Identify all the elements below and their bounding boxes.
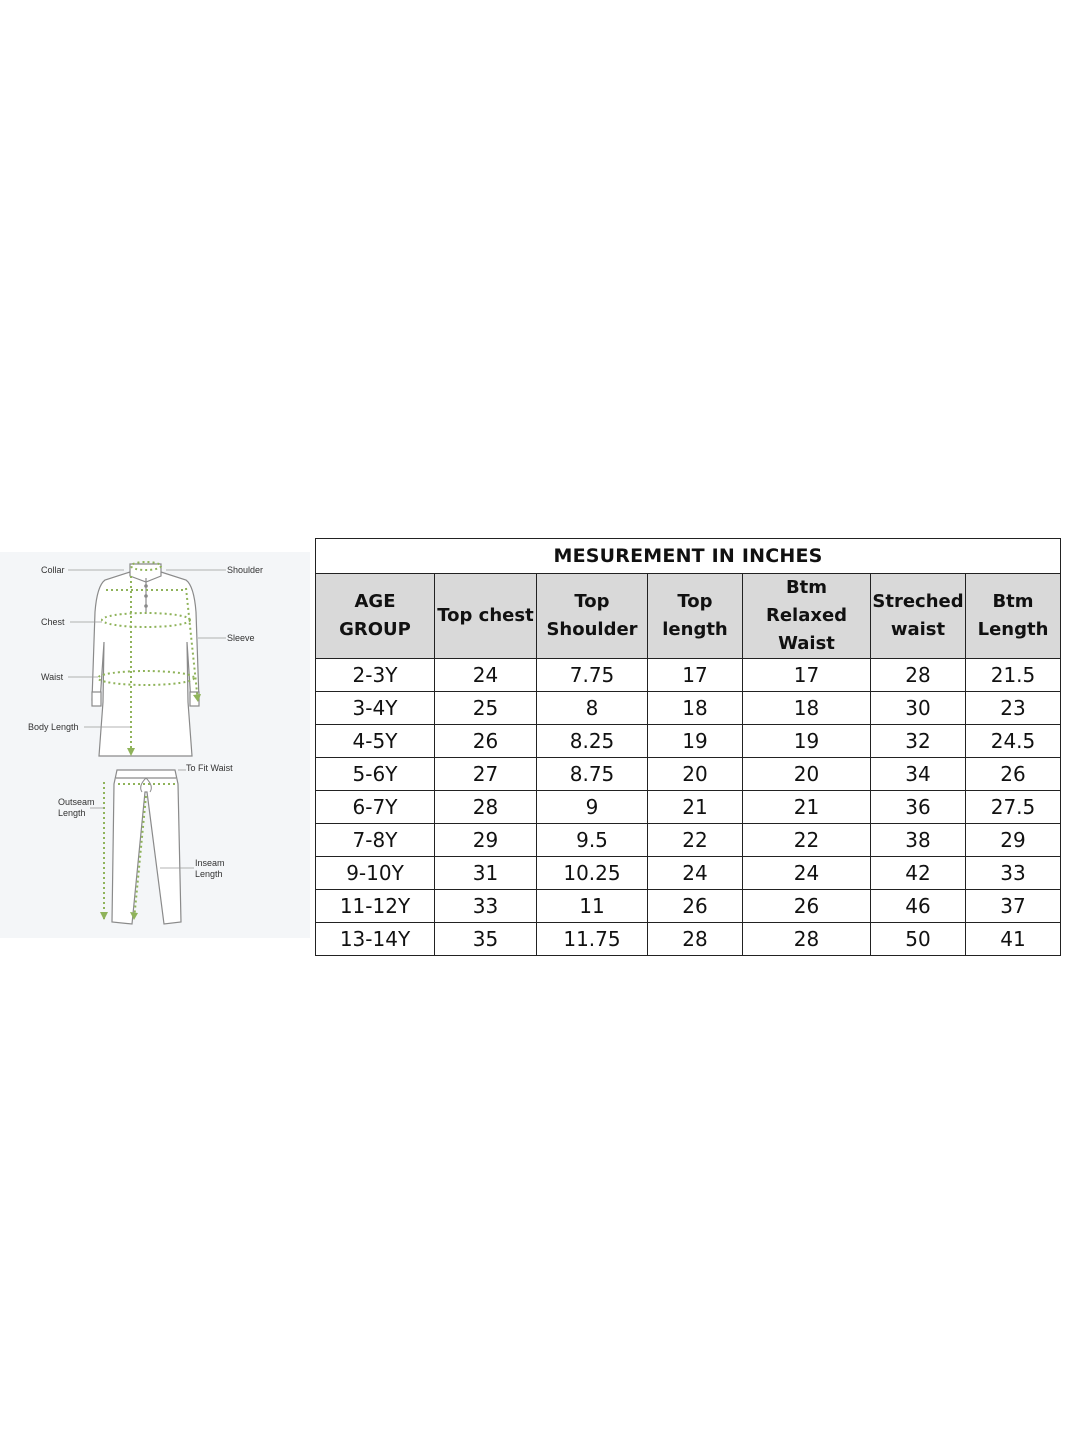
measurement-cell: 24 — [743, 857, 871, 890]
measurement-cell: 27 — [435, 758, 537, 791]
column-header-text: Top chest — [437, 605, 534, 626]
column-header-text: Streched — [872, 591, 964, 612]
age-group-cell: 11-12Y — [316, 890, 435, 923]
column-header — [435, 574, 537, 659]
measurement-cell: 37 — [966, 890, 1061, 923]
table-row — [316, 824, 1061, 857]
measurement-cell: 31 — [435, 857, 537, 890]
measurement-cell: 29 — [966, 824, 1061, 857]
measurement-cell: 27.5 — [966, 791, 1061, 824]
inseam-length-label — [195, 858, 225, 880]
measurement-cell: 34 — [871, 758, 966, 791]
measurement-cell: 32 — [871, 725, 966, 758]
column-header-text: waist — [890, 619, 946, 640]
measurement-cell: 20 — [743, 758, 871, 791]
measurement-cell: 41 — [966, 923, 1061, 956]
column-header — [316, 574, 435, 659]
size-chart-table — [315, 538, 1061, 956]
measurement-cell: 17 — [648, 659, 743, 692]
measurement-cell: 8.25 — [537, 725, 648, 758]
age-group-cell: 2-3Y — [316, 659, 435, 692]
measurement-cell: 33 — [966, 857, 1061, 890]
measurement-cell: 26 — [648, 890, 743, 923]
measurement-cell: 28 — [648, 923, 743, 956]
measurement-cell: 38 — [871, 824, 966, 857]
measurement-cell: 21 — [743, 791, 871, 824]
age-group-cell: 4-5Y — [316, 725, 435, 758]
column-header — [871, 574, 966, 659]
measurement-cell: 9 — [537, 791, 648, 824]
measurement-cell: 28 — [743, 923, 871, 956]
sleeve-label: Sleeve — [227, 633, 255, 643]
measurement-cell: 26 — [435, 725, 537, 758]
measurement-cell: 8.75 — [537, 758, 648, 791]
table-row — [316, 923, 1061, 956]
measurement-cell: 21.5 — [966, 659, 1061, 692]
measurement-cell: 21 — [648, 791, 743, 824]
measurement-cell: 26 — [743, 890, 871, 923]
column-header-text: Btm — [992, 591, 1034, 612]
age-group-cell: 7-8Y — [316, 824, 435, 857]
table-row — [316, 791, 1061, 824]
table-row — [316, 692, 1061, 725]
measurement-cell: 11.75 — [537, 923, 648, 956]
outseam-label-line2: Length — [58, 808, 86, 818]
table-row — [316, 659, 1061, 692]
measurement-cell: 42 — [871, 857, 966, 890]
measurement-cell: 23 — [966, 692, 1061, 725]
column-header-text: Btm Relaxed — [765, 577, 848, 626]
kurta-pyjama-illustration — [0, 552, 310, 938]
chest-label: Chest — [41, 617, 65, 627]
outseam-length-label — [58, 797, 95, 819]
measurement-cell: 11 — [537, 890, 648, 923]
shoulder-label: Shoulder — [227, 565, 264, 575]
column-header-text: AGE GROUP — [339, 591, 411, 640]
measurement-cell: 20 — [648, 758, 743, 791]
measurement-cell: 29 — [435, 824, 537, 857]
column-header-text: Top — [677, 591, 713, 612]
column-header-text: length — [662, 619, 728, 640]
measurement-cell: 28 — [435, 791, 537, 824]
column-header-text: Top — [574, 591, 610, 612]
measurement-cell: 22 — [648, 824, 743, 857]
measurement-cell: 24 — [648, 857, 743, 890]
age-group-cell: 9-10Y — [316, 857, 435, 890]
measurement-cell: 33 — [435, 890, 537, 923]
outseam-label-line1: Outseam — [58, 797, 95, 807]
column-header — [743, 574, 871, 659]
measurement-cell: 46 — [871, 890, 966, 923]
measurement-cell: 24 — [435, 659, 537, 692]
table-title: MESUREMENT IN INCHES — [316, 539, 1061, 574]
measurement-cell: 17 — [743, 659, 871, 692]
table-row — [316, 890, 1061, 923]
column-header — [537, 574, 648, 659]
column-header-text: Waist — [778, 633, 835, 654]
measurement-cell: 35 — [435, 923, 537, 956]
measurement-cell: 25 — [435, 692, 537, 725]
measurement-cell: 18 — [743, 692, 871, 725]
measurement-cell: 18 — [648, 692, 743, 725]
table-row — [316, 758, 1061, 791]
measurement-cell: 22 — [743, 824, 871, 857]
inseam-label-line2: Length — [195, 869, 223, 879]
measurement-cell: 19 — [648, 725, 743, 758]
column-header — [966, 574, 1061, 659]
age-group-cell: 5-6Y — [316, 758, 435, 791]
measurement-cell: 28 — [871, 659, 966, 692]
table-row — [316, 857, 1061, 890]
measurement-cell: 26 — [966, 758, 1061, 791]
age-group-cell: 6-7Y — [316, 791, 435, 824]
measurement-cell: 9.5 — [537, 824, 648, 857]
age-group-cell: 3-4Y — [316, 692, 435, 725]
measurement-cell: 50 — [871, 923, 966, 956]
column-header-text: Shoulder — [546, 619, 638, 640]
size-diagram — [0, 552, 310, 938]
column-header-text: Length — [977, 619, 1049, 640]
measurement-cell: 19 — [743, 725, 871, 758]
table-row — [316, 725, 1061, 758]
to-fit-waist-label: To Fit Waist — [186, 763, 233, 773]
collar-label: Collar — [41, 565, 65, 575]
waist-label: Waist — [41, 672, 64, 682]
measurement-cell: 36 — [871, 791, 966, 824]
column-header — [648, 574, 743, 659]
age-group-cell: 13-14Y — [316, 923, 435, 956]
header-row — [316, 574, 1061, 659]
measurement-cell: 24.5 — [966, 725, 1061, 758]
body-length-label: Body Length — [28, 722, 79, 732]
measurement-cell: 8 — [537, 692, 648, 725]
measurement-cell: 30 — [871, 692, 966, 725]
inseam-label-line1: Inseam — [195, 858, 225, 868]
measurement-cell: 10.25 — [537, 857, 648, 890]
measurement-cell: 7.75 — [537, 659, 648, 692]
table-body — [316, 659, 1061, 956]
